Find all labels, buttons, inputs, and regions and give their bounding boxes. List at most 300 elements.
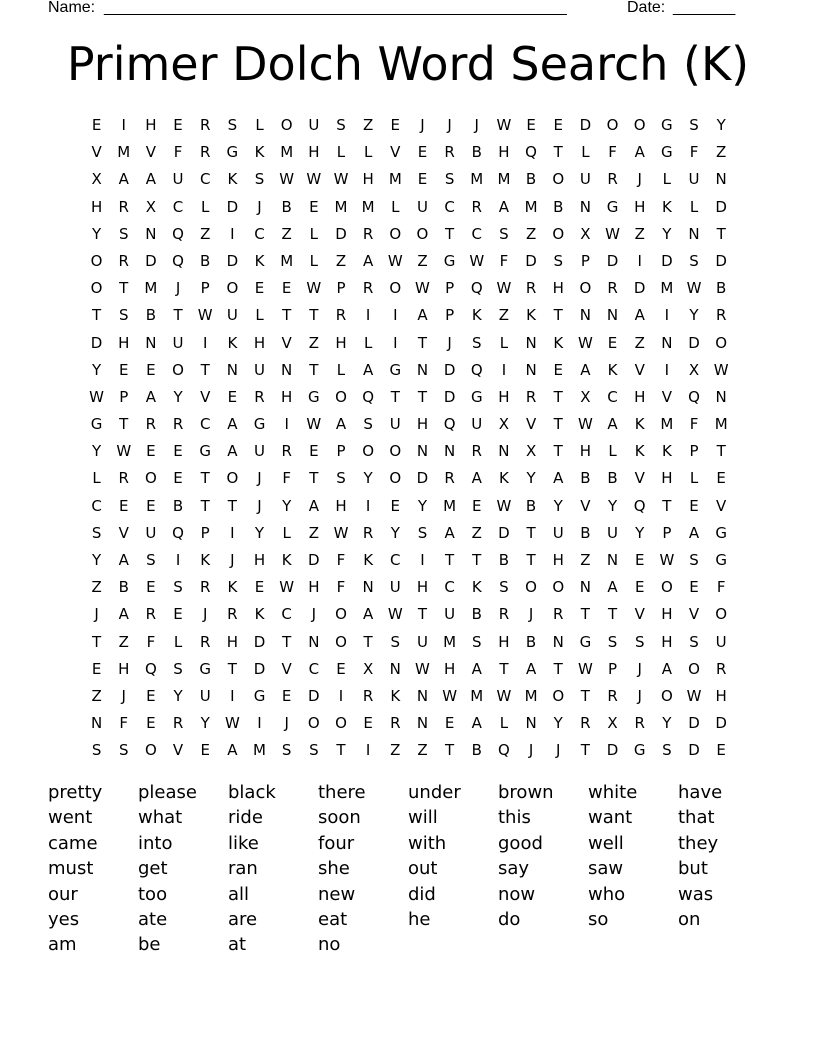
word-list-item: but bbox=[678, 858, 708, 880]
grid-letter: W bbox=[469, 251, 485, 270]
grid-letter: U bbox=[552, 523, 564, 542]
grid-letter: C bbox=[444, 197, 455, 216]
grid-letter: K bbox=[254, 605, 265, 624]
grid-letter: U bbox=[444, 605, 456, 624]
word-list-item: am bbox=[48, 934, 77, 956]
grid-letter: H bbox=[308, 578, 320, 597]
grid-letter: L bbox=[201, 197, 210, 216]
grid-letter: O bbox=[90, 251, 103, 270]
grid-letter: G bbox=[90, 415, 103, 434]
word-list-item: now bbox=[498, 883, 536, 905]
grid-letter: S bbox=[390, 632, 401, 651]
grid-letter: T bbox=[445, 551, 455, 569]
word-list-item: new bbox=[318, 883, 356, 905]
grid-letter: Q bbox=[688, 387, 700, 406]
grid-letter: S bbox=[118, 741, 129, 760]
grid-letter: K bbox=[634, 442, 645, 461]
grid-letter: H bbox=[145, 116, 157, 134]
grid-letter: T bbox=[499, 659, 509, 678]
word-list-item: did bbox=[408, 883, 436, 905]
grid-letter: U bbox=[254, 360, 265, 379]
word-list-item: are bbox=[228, 908, 258, 930]
grid-letter: U bbox=[579, 170, 591, 189]
grid-letter: V bbox=[688, 605, 700, 624]
grid-letter: O bbox=[606, 116, 619, 134]
grid-letter: N bbox=[416, 360, 429, 379]
grid-letter: T bbox=[526, 551, 536, 569]
grid-letter: T bbox=[716, 224, 726, 243]
grid-letter: E bbox=[444, 714, 455, 733]
grid-letter: O bbox=[335, 605, 347, 624]
grid-letter: Y bbox=[553, 496, 563, 515]
word-list-item: will bbox=[408, 807, 438, 829]
grid-letter: H bbox=[335, 496, 347, 515]
grid-letter: E bbox=[200, 741, 210, 760]
grid-letter: E bbox=[689, 496, 699, 515]
grid-letter: Y bbox=[173, 387, 183, 406]
grid-letter: J bbox=[311, 605, 317, 624]
grid-letter: R bbox=[580, 714, 591, 733]
grid-letter: Z bbox=[580, 551, 591, 569]
word-list-item: this bbox=[498, 807, 531, 829]
grid-letter: L bbox=[689, 197, 699, 216]
grid-letter: H bbox=[118, 333, 130, 352]
grid-letter: C bbox=[254, 224, 265, 243]
grid-letter: H bbox=[281, 387, 293, 406]
grid-letter: J bbox=[230, 551, 235, 569]
grid-letter: K bbox=[254, 143, 265, 162]
grid-letter: O bbox=[552, 224, 565, 243]
grid-letter: B bbox=[553, 197, 564, 216]
grid-letter: H bbox=[118, 659, 130, 678]
date-line[interactable]: _______ bbox=[673, 0, 736, 16]
grid-letter: W bbox=[605, 224, 620, 243]
grid-letter: J bbox=[257, 469, 262, 488]
grid-letter: E bbox=[336, 659, 346, 678]
grid-letter: I bbox=[338, 686, 344, 705]
grid-letter: I bbox=[284, 415, 289, 434]
word-list-item: what bbox=[138, 807, 183, 829]
grid-letter: V bbox=[145, 143, 157, 162]
grid-letter: J bbox=[528, 741, 534, 760]
grid-letter: E bbox=[146, 442, 156, 461]
grid-letter: R bbox=[362, 224, 374, 243]
grid-letter: T bbox=[200, 360, 210, 379]
grid-letter: H bbox=[226, 632, 238, 651]
grid-letter: W bbox=[306, 279, 322, 298]
grid-letter: B bbox=[471, 605, 482, 624]
grid-letter: K bbox=[634, 415, 645, 434]
grid-letter: G bbox=[579, 632, 592, 651]
grid-letter: J bbox=[637, 686, 642, 705]
grid-letter: M bbox=[470, 170, 484, 189]
grid-letter: Y bbox=[173, 686, 183, 705]
grid-letter: R bbox=[553, 605, 564, 624]
grid-letter: G bbox=[661, 116, 673, 134]
grid-letter: N bbox=[606, 551, 619, 569]
grid-letter: W bbox=[659, 551, 675, 569]
grid-letter: E bbox=[91, 116, 102, 134]
grid-row bbox=[83, 467, 735, 494]
grid-letter: K bbox=[227, 170, 238, 189]
grid-letter: D bbox=[253, 632, 266, 651]
grid-letter: O bbox=[307, 714, 320, 733]
grid-letter: W bbox=[496, 496, 512, 515]
grid-letter: S bbox=[118, 306, 129, 325]
grid-letter: N bbox=[416, 714, 429, 733]
grid-letter: O bbox=[525, 578, 537, 597]
grid-letter: D bbox=[688, 333, 700, 352]
grid-letter: T bbox=[553, 442, 563, 461]
grid-letter: W bbox=[279, 170, 295, 189]
grid-row bbox=[83, 114, 735, 141]
grid-letter: F bbox=[173, 143, 183, 162]
grid-letter: Y bbox=[363, 469, 373, 488]
grid-letter: L bbox=[255, 306, 264, 325]
grid-letter: Y bbox=[607, 496, 618, 515]
grid-letter: I bbox=[175, 551, 181, 569]
grid-letter: E bbox=[146, 714, 156, 733]
word-list-item: he bbox=[408, 908, 431, 930]
grid-letter: H bbox=[552, 551, 564, 569]
grid-letter: P bbox=[119, 387, 129, 406]
grid-letter: T bbox=[227, 496, 237, 515]
grid-letter: H bbox=[253, 551, 266, 569]
grid-letter: W bbox=[306, 170, 322, 189]
grid-letter: O bbox=[389, 469, 402, 488]
grid-letter: A bbox=[634, 143, 645, 162]
grid-row bbox=[83, 413, 735, 440]
grid-letter: C bbox=[390, 551, 401, 569]
grid-letter: I bbox=[393, 333, 398, 352]
grid-letter: W bbox=[224, 714, 240, 733]
grid-row bbox=[83, 168, 735, 195]
grid-letter: T bbox=[553, 306, 563, 325]
grid-letter: W bbox=[577, 333, 593, 352]
grid-letter: K bbox=[526, 306, 536, 325]
grid-letter: I bbox=[365, 306, 371, 325]
grid-letter: D bbox=[715, 251, 727, 270]
grid-letter: L bbox=[309, 224, 318, 243]
grid-letter: V bbox=[91, 143, 102, 162]
grid-letter: T bbox=[91, 306, 102, 325]
word-list-item: with bbox=[408, 832, 447, 854]
grid-letter: B bbox=[525, 496, 537, 515]
grid-letter: I bbox=[121, 116, 126, 134]
grid-row bbox=[83, 223, 735, 250]
grid-letter: L bbox=[499, 333, 509, 352]
grid-letter: E bbox=[309, 442, 319, 461]
grid-letter: Q bbox=[470, 360, 483, 379]
word-list-item: was bbox=[678, 883, 714, 905]
grid-letter: T bbox=[309, 306, 319, 325]
grid-letter: W bbox=[577, 415, 593, 434]
word-list-item: they bbox=[678, 832, 719, 854]
grid-letter: T bbox=[200, 469, 210, 488]
grid-letter: Q bbox=[362, 387, 375, 406]
grid-letter: F bbox=[608, 143, 617, 162]
grid-letter: Z bbox=[91, 578, 102, 597]
grid-letter: P bbox=[336, 442, 346, 461]
grid-letter: Q bbox=[144, 659, 157, 678]
grid-letter: M bbox=[714, 415, 728, 434]
grid-letter: N bbox=[308, 632, 320, 651]
grid-letter: H bbox=[362, 170, 374, 189]
grid-letter: Z bbox=[417, 251, 428, 270]
grid-letter: R bbox=[281, 442, 292, 461]
grid-letter: P bbox=[200, 279, 210, 298]
grid-letter: A bbox=[363, 251, 374, 270]
grid-letter: E bbox=[173, 116, 183, 134]
grid-letter: E bbox=[689, 578, 699, 597]
grid-letter: A bbox=[227, 442, 238, 461]
grid-letter: O bbox=[335, 714, 347, 733]
grid-letter: J bbox=[637, 659, 642, 678]
grid-letter: D bbox=[335, 224, 347, 243]
grid-letter: H bbox=[498, 632, 510, 651]
word-list-item: well bbox=[588, 832, 624, 854]
grid-letter: S bbox=[91, 523, 102, 542]
grid-letter: P bbox=[662, 523, 672, 542]
grid-letter: H bbox=[498, 143, 510, 162]
grid-letter: S bbox=[689, 251, 699, 270]
grid-letter: Q bbox=[525, 143, 537, 162]
grid-letter: D bbox=[308, 686, 320, 705]
grid-letter: Y bbox=[689, 306, 699, 325]
grid-letter: F bbox=[716, 578, 726, 597]
grid-letter: S bbox=[118, 224, 129, 243]
grid-letter: E bbox=[227, 387, 238, 406]
grid-letter: G bbox=[606, 197, 619, 216]
grid-letter: E bbox=[91, 659, 102, 678]
grid-row bbox=[83, 386, 735, 413]
grid-letter: D bbox=[579, 116, 592, 134]
grid-letter: L bbox=[92, 469, 101, 488]
grid-letter: R bbox=[634, 714, 645, 733]
word-list-item: so bbox=[588, 908, 609, 930]
grid-letter: W bbox=[333, 170, 349, 189]
grid-letter: K bbox=[390, 686, 401, 705]
grid-letter: E bbox=[553, 116, 563, 134]
grid-letter: S bbox=[173, 659, 183, 678]
grid-letter: Z bbox=[200, 224, 211, 243]
grid-letter: Z bbox=[91, 686, 102, 705]
grid-letter: C bbox=[471, 224, 482, 243]
grid-letter: R bbox=[525, 387, 537, 406]
grid-letter: L bbox=[336, 143, 346, 162]
grid-letter: J bbox=[420, 116, 425, 134]
grid-letter: G bbox=[389, 360, 402, 379]
grid-letter: C bbox=[199, 415, 211, 434]
grid-letter: A bbox=[227, 741, 238, 760]
grid-letter: O bbox=[280, 116, 293, 134]
grid-letter: H bbox=[661, 632, 673, 651]
grid-letter: T bbox=[282, 306, 292, 325]
word-list-item: that bbox=[678, 807, 715, 829]
grid-letter: U bbox=[416, 632, 428, 651]
grid-letter: T bbox=[119, 279, 129, 298]
grid-letter: R bbox=[118, 469, 129, 488]
grid-letter: O bbox=[416, 224, 429, 243]
grid-letter: R bbox=[118, 197, 129, 216]
grid-letter: X bbox=[91, 170, 102, 189]
grid-letter: W bbox=[333, 523, 349, 542]
grid-letter: B bbox=[471, 143, 482, 162]
grid-letter: D bbox=[253, 659, 266, 678]
grid-letter: S bbox=[607, 632, 618, 651]
grid-letter: O bbox=[389, 442, 402, 461]
grid-letter: W bbox=[442, 686, 458, 705]
grid-letter: B bbox=[118, 578, 129, 597]
grid-letter: U bbox=[199, 686, 211, 705]
grid-letter: T bbox=[91, 632, 102, 651]
grid-letter: Z bbox=[634, 224, 645, 243]
grid-letter: A bbox=[444, 523, 455, 542]
grid-letter: E bbox=[607, 333, 618, 352]
grid-letter: C bbox=[308, 659, 320, 678]
grid-letter: T bbox=[119, 415, 129, 434]
grid-letter: N bbox=[145, 224, 157, 243]
name-label: Name: bbox=[48, 0, 96, 16]
grid-letter: N bbox=[416, 686, 429, 705]
name-line[interactable]: ____________________________________________________ bbox=[104, 0, 567, 16]
grid-letter: J bbox=[447, 116, 452, 134]
grid-letter: Y bbox=[662, 224, 672, 243]
grid-letter: D bbox=[416, 469, 429, 488]
word-list-item: good bbox=[498, 832, 543, 854]
grid-letter: A bbox=[227, 415, 238, 434]
grid-letter: K bbox=[281, 551, 292, 569]
grid-letter: L bbox=[689, 469, 699, 488]
grid-letter: D bbox=[308, 551, 320, 569]
grid-letter: N bbox=[688, 224, 700, 243]
grid-letter: E bbox=[526, 116, 536, 134]
grid-letter: E bbox=[390, 116, 401, 134]
grid-letter: D bbox=[90, 333, 103, 352]
grid-letter: E bbox=[553, 360, 563, 379]
grid-letter: H bbox=[579, 442, 592, 461]
grid-letter: N bbox=[606, 306, 619, 325]
grid-letter: B bbox=[607, 469, 618, 488]
grid-letter: E bbox=[716, 469, 726, 488]
grid-letter: Y bbox=[716, 116, 726, 134]
word-list-item: there bbox=[318, 782, 366, 803]
grid-letter: G bbox=[443, 251, 456, 270]
word-list-item: she bbox=[318, 858, 350, 880]
grid-letter: S bbox=[309, 741, 319, 760]
grid-letter: D bbox=[715, 197, 727, 216]
grid-letter: K bbox=[227, 333, 238, 352]
grid-letter: J bbox=[121, 686, 126, 705]
grid-letter: K bbox=[607, 360, 618, 379]
grid-letter: D bbox=[633, 279, 646, 298]
grid-letter: U bbox=[172, 333, 184, 352]
grid-letter: O bbox=[715, 333, 728, 352]
grid-letter: N bbox=[579, 578, 591, 597]
grid-letter: V bbox=[118, 523, 129, 542]
grid-letter: E bbox=[173, 469, 183, 488]
grid-letter: Y bbox=[254, 523, 265, 542]
grid-letter: L bbox=[363, 143, 373, 162]
grid-letter: N bbox=[525, 714, 537, 733]
word-list-item: yes bbox=[48, 908, 80, 930]
grid-letter: B bbox=[471, 741, 482, 760]
word-list-item: must bbox=[48, 858, 94, 880]
grid-letter: Y bbox=[91, 360, 102, 379]
grid-letter: S bbox=[173, 578, 183, 597]
grid-letter: A bbox=[607, 415, 618, 434]
word-list-item: all bbox=[228, 883, 250, 905]
grid-letter: W bbox=[686, 686, 702, 705]
grid-letter: Y bbox=[662, 714, 672, 733]
grid-letter: R bbox=[390, 714, 401, 733]
word-list-item: saw bbox=[588, 858, 624, 880]
grid-letter: V bbox=[716, 496, 727, 515]
word-list-item: out bbox=[408, 858, 438, 880]
grid-letter: E bbox=[716, 741, 726, 760]
grid-letter: I bbox=[230, 686, 235, 705]
grid-letter: O bbox=[335, 632, 347, 651]
grid-letter: M bbox=[117, 143, 131, 162]
grid-letter: O bbox=[579, 279, 592, 298]
grid-letter: Y bbox=[553, 714, 563, 733]
grid-letter: X bbox=[145, 197, 157, 216]
grid-letter: M bbox=[497, 170, 511, 189]
grid-letter: X bbox=[498, 415, 510, 434]
grid-letter: Y bbox=[91, 551, 102, 569]
word-list-item: white bbox=[588, 782, 638, 803]
grid-letter: H bbox=[634, 387, 646, 406]
word-list-item: please bbox=[138, 782, 197, 803]
grid-letter: O bbox=[633, 116, 646, 134]
grid-letter: N bbox=[416, 442, 429, 461]
grid-letter: E bbox=[254, 578, 265, 597]
grid-letter: S bbox=[689, 551, 699, 569]
grid-letter: Z bbox=[471, 523, 482, 542]
grid-letter: O bbox=[552, 170, 565, 189]
grid-letter: R bbox=[199, 116, 211, 134]
grid-letter: R bbox=[145, 605, 157, 624]
grid-letter: K bbox=[471, 578, 482, 597]
grid-letter: O bbox=[90, 279, 103, 298]
grid-letter: N bbox=[226, 360, 238, 379]
word-list-item: went bbox=[48, 807, 93, 829]
grid-letter: K bbox=[200, 551, 211, 569]
grid-letter: T bbox=[580, 605, 590, 624]
grid-letter: S bbox=[91, 741, 102, 760]
grid-letter: Z bbox=[390, 741, 401, 760]
grid-letter: E bbox=[281, 686, 292, 705]
grid-letter: Q bbox=[172, 251, 184, 270]
letter-grid bbox=[83, 114, 735, 767]
grid-letter: A bbox=[363, 605, 374, 624]
grid-letter: G bbox=[715, 551, 727, 569]
word-list-item: have bbox=[678, 782, 723, 803]
grid-letter: H bbox=[416, 415, 429, 434]
grid-letter: J bbox=[556, 741, 561, 760]
grid-letter: N bbox=[715, 387, 727, 406]
grid-letter: C bbox=[91, 496, 102, 515]
grid-letter: N bbox=[552, 632, 564, 651]
grid-letter: F bbox=[146, 632, 156, 651]
grid-letter: W bbox=[89, 387, 104, 406]
grid-letter: I bbox=[393, 306, 398, 325]
grid-letter: W bbox=[116, 442, 132, 461]
word-list-item: came bbox=[48, 832, 98, 854]
grid-letter: J bbox=[284, 714, 289, 733]
grid-letter: W bbox=[387, 605, 403, 624]
grid-letter: B bbox=[172, 496, 184, 515]
